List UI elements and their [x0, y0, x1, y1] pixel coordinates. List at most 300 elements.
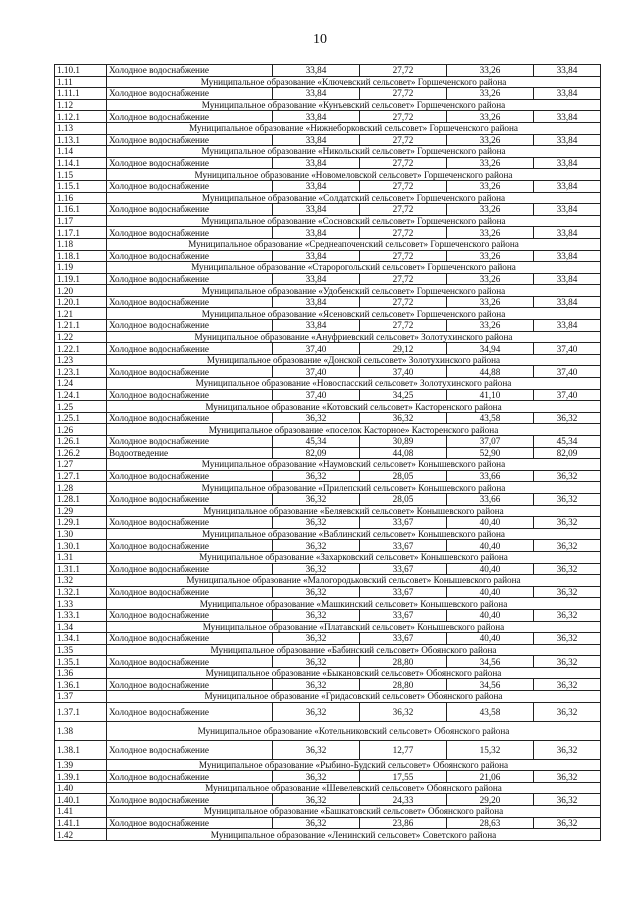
tariff-value-cell: 40,40: [447, 633, 534, 645]
municipality-name-cell: Муниципальное образование «Котельниковский сельсовет» Обоянского района: [107, 721, 601, 740]
municipality-header-row: [55, 621, 601, 633]
tariff-row: [55, 412, 601, 424]
municipality-header-row: [55, 691, 601, 703]
tariff-value-cell: 45,34: [273, 436, 360, 448]
municipality-header-row: [55, 76, 601, 88]
tariff-value-cell: 43,58: [447, 702, 534, 721]
municipality-header-row: [55, 285, 601, 297]
municipality-name-cell: Муниципальное образование «Котовский сельсовет» Касторенского района: [107, 401, 601, 413]
tariff-value-cell: 36,32: [273, 679, 360, 691]
row-code-cell: 1.35: [55, 644, 107, 656]
municipality-name-cell: Муниципальное образование «Бабинский сельсовет» Обоянского района: [107, 644, 601, 656]
municipality-header-row: [55, 146, 601, 158]
service-name-cell: Холодное водоснабжение: [107, 633, 273, 645]
row-code-cell: 1.18.1: [55, 250, 107, 262]
tariff-value-cell: 34,94: [447, 343, 534, 355]
tariff-value-cell: 33,84: [534, 88, 601, 100]
tariff-value-cell: 33,84: [273, 320, 360, 332]
tariff-row: [55, 88, 601, 100]
tariff-value-cell: 36,32: [534, 771, 601, 783]
tariff-value-cell: 82,09: [534, 447, 601, 459]
municipality-name-cell: Муниципальное образование «Среднеапоченский сельсовет» Горшеченского района: [107, 238, 601, 250]
row-code-cell: 1.16.1: [55, 204, 107, 216]
tariff-value-cell: 33,84: [273, 88, 360, 100]
row-code-cell: 1.12: [55, 99, 107, 111]
tariff-value-cell: 40,40: [447, 609, 534, 621]
tariff-row: [55, 586, 601, 598]
tariff-row: [55, 517, 601, 529]
row-code-cell: 1.41.1: [55, 817, 107, 829]
row-code-cell: 1.39.1: [55, 771, 107, 783]
tariff-value-cell: 37,40: [273, 389, 360, 401]
tariff-value-cell: 33,84: [534, 65, 601, 77]
service-name-cell: Холодное водоснабжение: [107, 609, 273, 621]
tariff-value-cell: 36,32: [273, 412, 360, 424]
tariff-value-cell: 37,40: [360, 366, 447, 378]
tariff-value-cell: 36,32: [273, 817, 360, 829]
municipality-header-row: [55, 308, 601, 320]
tariff-value-cell: 33,84: [273, 157, 360, 169]
tariff-value-cell: 33,67: [360, 563, 447, 575]
tariff-row: [55, 389, 601, 401]
row-code-cell: 1.33: [55, 598, 107, 610]
service-name-cell: Холодное водоснабжение: [107, 517, 273, 529]
tariff-value-cell: 28,80: [360, 679, 447, 691]
service-name-cell: Холодное водоснабжение: [107, 134, 273, 146]
tariff-value-cell: 33,26: [447, 250, 534, 262]
row-code-cell: 1.32: [55, 575, 107, 587]
row-code-cell: 1.22.1: [55, 343, 107, 355]
row-code-cell: 1.19.1: [55, 273, 107, 285]
row-code-cell: 1.27: [55, 459, 107, 471]
tariff-value-cell: 44,08: [360, 447, 447, 459]
row-code-cell: 1.26: [55, 424, 107, 436]
tariff-value-cell: 33,67: [360, 633, 447, 645]
row-code-cell: 1.29: [55, 505, 107, 517]
row-code-cell: 1.33.1: [55, 609, 107, 621]
row-code-cell: 1.37.1: [55, 702, 107, 721]
tariff-value-cell: 36,32: [360, 702, 447, 721]
tariff-value-cell: 33,84: [273, 227, 360, 239]
municipality-header-row: [55, 238, 601, 250]
tariff-row: [55, 563, 601, 575]
municipality-name-cell: Муниципальное образование «Новомеловской сельсовет» Горшеченского района: [107, 169, 601, 181]
row-code-cell: 1.34.1: [55, 633, 107, 645]
service-name-cell: Холодное водоснабжение: [107, 412, 273, 424]
row-code-cell: 1.26.2: [55, 447, 107, 459]
tariff-value-cell: 23,86: [360, 817, 447, 829]
tariff-value-cell: 28,05: [360, 470, 447, 482]
tariff-row: [55, 250, 601, 262]
tariff-value-cell: 27,72: [360, 157, 447, 169]
tariff-value-cell: 36,32: [534, 740, 601, 759]
row-code-cell: 1.34: [55, 621, 107, 633]
tariff-value-cell: 37,40: [534, 389, 601, 401]
row-code-cell: 1.11: [55, 76, 107, 88]
tariff-value-cell: 36,32: [534, 586, 601, 598]
tariff-value-cell: 33,26: [447, 320, 534, 332]
tariff-value-cell: 37,40: [534, 366, 601, 378]
municipality-name-cell: Муниципальное образование «Захарковский сельсовет» Конышевского района: [107, 551, 601, 563]
tariff-row: [55, 273, 601, 285]
tariff-row: [55, 366, 601, 378]
tariff-value-cell: 33,84: [534, 111, 601, 123]
service-name-cell: Холодное водоснабжение: [107, 771, 273, 783]
tariff-row: [55, 470, 601, 482]
service-name-cell: Холодное водоснабжение: [107, 679, 273, 691]
tariff-row: [55, 111, 601, 123]
row-code-cell: 1.19: [55, 262, 107, 274]
service-name-cell: Холодное водоснабжение: [107, 563, 273, 575]
service-name-cell: Холодное водоснабжение: [107, 227, 273, 239]
municipality-header-row: [55, 551, 601, 563]
tariff-value-cell: 36,32: [273, 586, 360, 598]
row-code-cell: 1.16: [55, 192, 107, 204]
row-code-cell: 1.39: [55, 759, 107, 771]
service-name-cell: Холодное водоснабжение: [107, 320, 273, 332]
service-name-cell: Холодное водоснабжение: [107, 794, 273, 806]
tariff-value-cell: 36,32: [534, 540, 601, 552]
tariff-value-cell: 33,84: [273, 204, 360, 216]
municipality-header-row: [55, 331, 601, 343]
row-code-cell: 1.29.1: [55, 517, 107, 529]
tariff-value-cell: 36,32: [273, 633, 360, 645]
tariff-value-cell: 37,07: [447, 436, 534, 448]
municipality-name-cell: Муниципальное образование «Беляевский сельсовет» Конышевского района: [107, 505, 601, 517]
tariff-value-cell: 33,26: [447, 134, 534, 146]
municipality-name-cell: Муниципальное образование «Нижнеборковский сельсовет» Горшеченского района: [107, 122, 601, 134]
tariff-row: [55, 493, 601, 505]
tariff-value-cell: 34,25: [360, 389, 447, 401]
municipality-header-row: [55, 505, 601, 517]
tariff-value-cell: 27,72: [360, 134, 447, 146]
tariff-value-cell: 33,66: [447, 493, 534, 505]
municipality-name-cell: Муниципальное образование «Ануфриевский сельсовет» Золотухинского района: [107, 331, 601, 343]
row-code-cell: 1.13.1: [55, 134, 107, 146]
row-code-cell: 1.36.1: [55, 679, 107, 691]
tariff-value-cell: 33,84: [273, 273, 360, 285]
tariff-value-cell: 33,84: [534, 320, 601, 332]
tariff-value-cell: 28,63: [447, 817, 534, 829]
row-code-cell: 1.28.1: [55, 493, 107, 505]
municipality-header-row: [55, 215, 601, 227]
row-code-cell: 1.15: [55, 169, 107, 181]
service-name-cell: Холодное водоснабжение: [107, 204, 273, 216]
tariff-value-cell: 41,10: [447, 389, 534, 401]
tariff-value-cell: 33,26: [447, 296, 534, 308]
tariff-value-cell: 28,80: [360, 656, 447, 668]
municipality-name-cell: Муниципальное образование «Сосновский сельсовет» Горшеченского района: [107, 215, 601, 227]
service-name-cell: Холодное водоснабжение: [107, 250, 273, 262]
tariff-value-cell: 33,84: [273, 296, 360, 308]
service-name-cell: Холодное водоснабжение: [107, 157, 273, 169]
tariff-row: [55, 740, 601, 759]
tariff-value-cell: 36,32: [273, 493, 360, 505]
municipality-header-row: [55, 721, 601, 740]
municipality-header-row: [55, 169, 601, 181]
tariff-value-cell: 33,84: [534, 204, 601, 216]
municipality-name-cell: Муниципальное образование «Платавский сельсовет» Конышевского района: [107, 621, 601, 633]
municipality-name-cell: Муниципальное образование «Ключевский сельсовет» Горшеченского района: [107, 76, 601, 88]
tariff-value-cell: 33,26: [447, 88, 534, 100]
tariff-value-cell: 43,58: [447, 412, 534, 424]
municipality-name-cell: Муниципальное образование «Прилепский сельсовет» Конышевского района: [107, 482, 601, 494]
tariff-row: [55, 633, 601, 645]
tariff-row: [55, 609, 601, 621]
service-name-cell: Холодное водоснабжение: [107, 111, 273, 123]
tariff-value-cell: 15,32: [447, 740, 534, 759]
tariff-value-cell: 40,40: [447, 563, 534, 575]
tariff-value-cell: 33,67: [360, 517, 447, 529]
tariff-value-cell: 34,56: [447, 656, 534, 668]
row-code-cell: 1.25.1: [55, 412, 107, 424]
tariff-row: [55, 65, 601, 77]
tariff-value-cell: 33,84: [534, 180, 601, 192]
row-code-cell: 1.41: [55, 806, 107, 818]
row-code-cell: 1.10.1: [55, 65, 107, 77]
tariff-value-cell: 36,32: [534, 517, 601, 529]
tariff-value-cell: 36,32: [273, 794, 360, 806]
tariff-row: [55, 436, 601, 448]
row-code-cell: 1.31: [55, 551, 107, 563]
tariff-row: [55, 540, 601, 552]
service-name-cell: Холодное водоснабжение: [107, 389, 273, 401]
tariff-value-cell: 27,72: [360, 296, 447, 308]
row-code-cell: 1.30.1: [55, 540, 107, 552]
municipality-header-row: [55, 482, 601, 494]
tariff-value-cell: 17,55: [360, 771, 447, 783]
service-name-cell: Холодное водоснабжение: [107, 436, 273, 448]
tariff-value-cell: 37,40: [273, 366, 360, 378]
row-code-cell: 1.23: [55, 354, 107, 366]
tariff-value-cell: 33,84: [534, 273, 601, 285]
service-name-cell: Холодное водоснабжение: [107, 586, 273, 598]
municipality-name-cell: Муниципальное образование «Старорогольский сельсовет» Горшеченского района: [107, 262, 601, 274]
tariff-value-cell: 27,72: [360, 180, 447, 192]
tariff-value-cell: 33,26: [447, 204, 534, 216]
tariff-value-cell: 36,32: [534, 493, 601, 505]
municipality-name-cell: Муниципальное образование «Шевелевский сельсовет» Обоянского района: [107, 782, 601, 794]
municipality-name-cell: Муниципальное образование «поселок Касторное» Касторенского района: [107, 424, 601, 436]
tariff-value-cell: 36,32: [534, 794, 601, 806]
municipality-header-row: [55, 575, 601, 587]
tariff-value-cell: 33,84: [534, 250, 601, 262]
row-code-cell: 1.13: [55, 122, 107, 134]
row-code-cell: 1.27.1: [55, 470, 107, 482]
tariff-value-cell: 27,72: [360, 204, 447, 216]
row-code-cell: 1.26.1: [55, 436, 107, 448]
tariff-value-cell: 29,12: [360, 343, 447, 355]
tariff-value-cell: 36,32: [534, 633, 601, 645]
tariff-row: [55, 227, 601, 239]
municipality-header-row: [55, 378, 601, 390]
tariff-value-cell: 33,26: [447, 273, 534, 285]
tariff-value-cell: 36,32: [534, 609, 601, 621]
municipality-header-row: [55, 99, 601, 111]
tariff-row: [55, 204, 601, 216]
row-code-cell: 1.22: [55, 331, 107, 343]
tariff-value-cell: 33,26: [447, 65, 534, 77]
row-code-cell: 1.38.1: [55, 740, 107, 759]
tariff-value-cell: 36,32: [273, 771, 360, 783]
tariff-value-cell: 37,40: [534, 343, 601, 355]
tariff-value-cell: 27,72: [360, 273, 447, 285]
municipality-header-row: [55, 782, 601, 794]
tariff-value-cell: 33,84: [273, 65, 360, 77]
tariff-value-cell: 33,26: [447, 180, 534, 192]
tariff-value-cell: 27,72: [360, 250, 447, 262]
tariff-row: [55, 447, 601, 459]
tariff-value-cell: 36,32: [534, 412, 601, 424]
service-name-cell: Холодное водоснабжение: [107, 470, 273, 482]
row-code-cell: 1.17: [55, 215, 107, 227]
tariff-value-cell: 52,90: [447, 447, 534, 459]
tariff-value-cell: 21,06: [447, 771, 534, 783]
row-code-cell: 1.15.1: [55, 180, 107, 192]
municipality-name-cell: Муниципальное образование «Солдатский сельсовет» Горшеченского района: [107, 192, 601, 204]
tariff-value-cell: 36,32: [273, 740, 360, 759]
row-code-cell: 1.40.1: [55, 794, 107, 806]
tariff-value-cell: 33,67: [360, 540, 447, 552]
row-code-cell: 1.24.1: [55, 389, 107, 401]
tariff-value-cell: 36,32: [273, 656, 360, 668]
tariff-value-cell: 33,84: [273, 180, 360, 192]
tariff-value-cell: 36,32: [273, 702, 360, 721]
service-name-cell: Холодное водоснабжение: [107, 343, 273, 355]
tariff-value-cell: 37,40: [273, 343, 360, 355]
tariff-value-cell: 30,89: [360, 436, 447, 448]
row-code-cell: 1.14: [55, 146, 107, 158]
municipality-name-cell: Муниципальное образование «Ваблинский сельсовет» Конышевского района: [107, 528, 601, 540]
municipality-header-row: [55, 262, 601, 274]
tariff-value-cell: 28,05: [360, 493, 447, 505]
row-code-cell: 1.38: [55, 721, 107, 740]
municipality-name-cell: Муниципальное образование «Малогородьковский сельсовет» Конышевского района: [107, 575, 601, 587]
tariff-value-cell: 33,26: [447, 111, 534, 123]
service-name-cell: Холодное водоснабжение: [107, 273, 273, 285]
service-name-cell: Холодное водоснабжение: [107, 180, 273, 192]
row-code-cell: 1.23.1: [55, 366, 107, 378]
service-name-cell: Холодное водоснабжение: [107, 88, 273, 100]
service-name-cell: Холодное водоснабжение: [107, 817, 273, 829]
row-code-cell: 1.28: [55, 482, 107, 494]
tariff-value-cell: 27,72: [360, 65, 447, 77]
municipality-header-row: [55, 598, 601, 610]
service-name-cell: Холодное водоснабжение: [107, 740, 273, 759]
tariff-row: [55, 180, 601, 192]
tariff-value-cell: 36,32: [534, 817, 601, 829]
municipality-name-cell: Муниципальное образование «Новоспасский сельсовет» Золотухинского района: [107, 378, 601, 390]
row-code-cell: 1.31.1: [55, 563, 107, 575]
tariff-row: [55, 679, 601, 691]
tariff-value-cell: 33,84: [534, 157, 601, 169]
tariff-value-cell: 27,72: [360, 111, 447, 123]
tariff-value-cell: 36,32: [534, 656, 601, 668]
row-code-cell: 1.36: [55, 667, 107, 679]
tariff-value-cell: 36,32: [360, 412, 447, 424]
row-code-cell: 1.30: [55, 528, 107, 540]
municipality-header-row: [55, 192, 601, 204]
tariff-value-cell: 36,32: [534, 563, 601, 575]
tariff-value-cell: 33,26: [447, 157, 534, 169]
tariff-value-cell: 33,66: [447, 470, 534, 482]
tariff-value-cell: 40,40: [447, 586, 534, 598]
municipality-name-cell: Муниципальное образование «Наумовский сельсовет» Конышевского района: [107, 459, 601, 471]
tariff-row: [55, 702, 601, 721]
tariff-value-cell: 33,26: [447, 227, 534, 239]
municipality-header-row: [55, 424, 601, 436]
tariff-value-cell: 45,34: [534, 436, 601, 448]
tariff-value-cell: 33,84: [534, 134, 601, 146]
tariff-value-cell: 40,40: [447, 517, 534, 529]
row-code-cell: 1.24: [55, 378, 107, 390]
service-name-cell: Холодное водоснабжение: [107, 366, 273, 378]
tariff-value-cell: 36,32: [273, 470, 360, 482]
row-code-cell: 1.40: [55, 782, 107, 794]
tariff-table: [54, 64, 601, 841]
service-name-cell: Холодное водоснабжение: [107, 493, 273, 505]
page-number: 10: [313, 32, 327, 47]
tariff-value-cell: 36,32: [534, 679, 601, 691]
service-name-cell: Холодное водоснабжение: [107, 65, 273, 77]
municipality-header-row: [55, 759, 601, 771]
service-name-cell: Холодное водоснабжение: [107, 540, 273, 552]
municipality-header-row: [55, 354, 601, 366]
tariff-row: [55, 157, 601, 169]
municipality-name-cell: Муниципальное образование «Ленинский сельсовет» Советского района: [107, 829, 601, 841]
row-code-cell: 1.37: [55, 691, 107, 703]
municipality-header-row: [55, 459, 601, 471]
municipality-header-row: [55, 806, 601, 818]
municipality-header-row: [55, 829, 601, 841]
tariff-row: [55, 320, 601, 332]
tariff-row: [55, 817, 601, 829]
municipality-name-cell: Муниципальное образование «Ясеновский сельсовет» Горшеченского района: [107, 308, 601, 320]
tariff-row: [55, 656, 601, 668]
tariff-value-cell: 36,32: [534, 702, 601, 721]
tariff-value-cell: 33,84: [273, 250, 360, 262]
tariff-row: [55, 134, 601, 146]
municipality-name-cell: Муниципальное образование «Машкинский сельсовет» Конышевского района: [107, 598, 601, 610]
row-code-cell: 1.35.1: [55, 656, 107, 668]
municipality-name-cell: Муниципальное образование «Рыбино-Будский сельсовет» Обоянского района: [107, 759, 601, 771]
tariff-value-cell: 36,32: [534, 470, 601, 482]
tariff-value-cell: 27,72: [360, 227, 447, 239]
municipality-name-cell: Муниципальное образование «Никольский сельсовет» Горшеченского района: [107, 146, 601, 158]
tariff-value-cell: 33,84: [273, 134, 360, 146]
tariff-row: [55, 296, 601, 308]
row-code-cell: 1.14.1: [55, 157, 107, 169]
row-code-cell: 1.12.1: [55, 111, 107, 123]
tariff-row: [55, 794, 601, 806]
municipality-name-cell: Муниципальное образование «Удобенский сельсовет» Горшеченского района: [107, 285, 601, 297]
tariff-value-cell: 33,84: [534, 296, 601, 308]
tariff-value-cell: 33,67: [360, 586, 447, 598]
tariff-value-cell: 82,09: [273, 447, 360, 459]
tariff-value-cell: 24,33: [360, 794, 447, 806]
row-code-cell: 1.42: [55, 829, 107, 841]
municipality-name-cell: Муниципальное образование «Башкатовский сельсовет» Обоянского района: [107, 806, 601, 818]
municipality-name-cell: Муниципальное образование «Гридасовский сельсовет» Обоянского района: [107, 691, 601, 703]
row-code-cell: 1.32.1: [55, 586, 107, 598]
tariff-value-cell: 40,40: [447, 540, 534, 552]
tariff-value-cell: 44,88: [447, 366, 534, 378]
row-code-cell: 1.11.1: [55, 88, 107, 100]
row-code-cell: 1.20: [55, 285, 107, 297]
service-name-cell: Водоотведение: [107, 447, 273, 459]
service-name-cell: Холодное водоснабжение: [107, 656, 273, 668]
municipality-name-cell: Муниципальное образование «Донской сельсовет» Золотухинского района: [107, 354, 601, 366]
